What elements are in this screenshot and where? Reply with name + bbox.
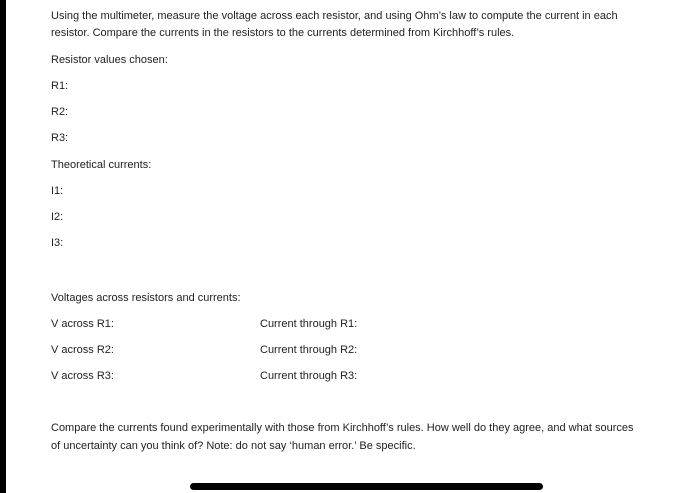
compare-line-2: of uncertainty can you think of? Note: do not say ‘human error.’ Be specific. [51,440,416,452]
resistor-r1-label: R1: [51,80,69,92]
resistor-r2-label: R2: [51,106,69,118]
current-i1-label: I1: [51,185,64,197]
current-through-r2-label: Current through R2: [260,344,358,356]
voltages-heading: Voltages across resistors and currents: [51,292,241,304]
current-through-r1-label: Current through R1: [260,318,358,330]
theoretical-currents-heading: Theoretical currents: [51,159,152,171]
current-through-r3-label: Current through R3: [260,370,358,382]
intro-line-1: Using the multimeter, measure the voltage across each resistor, and using Ohm’s law to compute the current in each [51,10,618,22]
resistor-values-heading: Resistor values chosen: [51,54,168,66]
voltage-r1-label: V across R1: [51,318,114,330]
intro-line-2: resistor. Compare the currents in the resistors to the currents determined from Kirchhoff’s rules. [51,27,515,39]
voltage-r2-label: V across R2: [51,344,114,356]
voltage-r3-label: V across R3: [51,370,114,382]
resistor-r3-label: R3: [51,132,69,144]
current-i2-label: I2: [51,211,64,223]
current-i3-label: I3: [51,237,64,249]
horizontal-scrollbar[interactable] [190,483,543,490]
compare-line-1: Compare the currents found experimentally with those from Kirchhoff’s rules. How well do they agree, and what sources [51,422,634,434]
